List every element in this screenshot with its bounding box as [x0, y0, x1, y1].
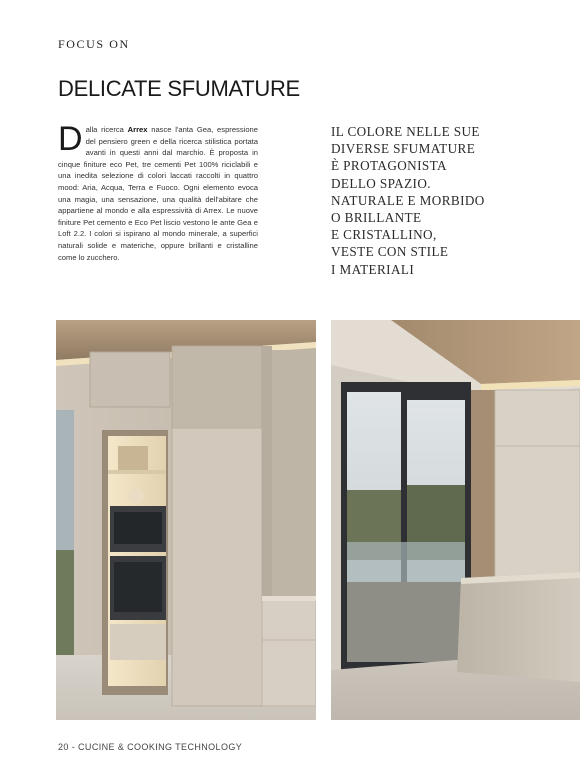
pull-quote-line: NATURALE E MORBIDO — [331, 192, 485, 208]
pull-quote-line: DELLO SPAZIO. — [331, 175, 431, 191]
body-intro: alla ricerca — [85, 125, 128, 134]
kitchen-tall-units-photo — [56, 320, 316, 720]
pull-quote-line: E CRISTALLINO, — [331, 227, 437, 243]
publication-name: CUCINE & COOKING TECHNOLOGY — [78, 742, 243, 752]
article-body — [58, 120, 259, 263]
kitchen-window-island-photo — [331, 320, 580, 720]
pull-quote-line: DIVERSE SFUMATURE — [331, 141, 476, 157]
headline: DELICATE SFUMATURE — [58, 76, 300, 101]
pull-quote-line: VESTE CON STILE — [331, 244, 449, 260]
section-label: FOCUS ON — [58, 37, 130, 51]
page-footer — [58, 742, 242, 752]
pull-quote — [331, 123, 521, 278]
pull-quote-line: I MATERIALI — [331, 261, 415, 277]
page-number: 20 — [58, 742, 69, 752]
pull-quote-line: IL COLORE NELLE SUE — [331, 124, 480, 139]
footer-separator: - — [68, 742, 79, 752]
pull-quote-line: È PROTAGONISTA — [331, 158, 447, 174]
brand-name: Arrex — [127, 125, 148, 134]
dropcap: D — [58, 120, 83, 158]
body-rest: nasce l'anta Gea, espressione del pensiero green e della ricerca stilistica portata avanti in questi anni dal marchio. È proposta in cinque finiture eco Pet, tre cementi Pet 100% riciclabili e una inedita selezione di colori laccati raccolti in quattro mood: Aria, Acqua, Terra e Fuoco. Ogni elemento evoca una magia, una sensazione, una qualità dell'abitare che appartiene al mondo e alla espressività di Arrex. Le nuove finiture Pet cemento e Eco Pet liscio vestono le ante Gea e Loft 2.2. I colori si ispirano al mondo minerale, a superfici naturali solide e materiche, oppure brillanti e cristalline come lo zucchero. — [58, 125, 259, 262]
pull-quote-line: O BRILLANTE — [331, 210, 422, 226]
